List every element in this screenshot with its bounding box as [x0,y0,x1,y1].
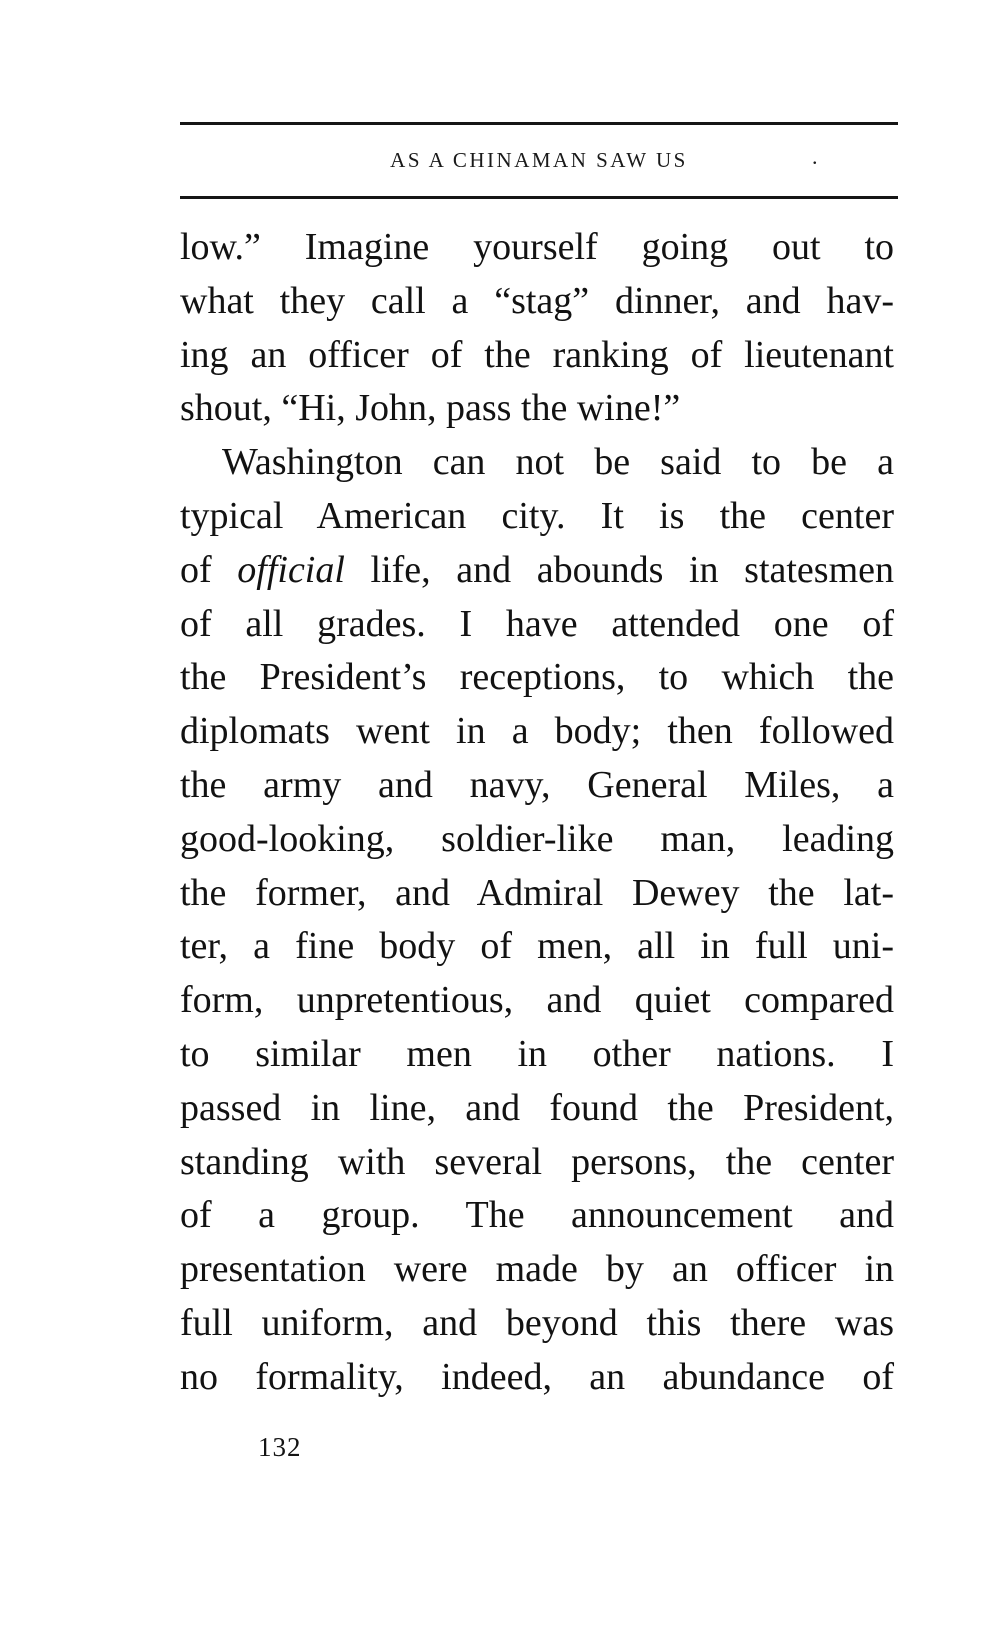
running-head: AS A CHINAMAN SAW US [390,148,688,172]
text-line: passed in line, and found the President, [180,1086,894,1129]
text-line: low.” Imagine yourself going out to [180,226,894,268]
text-line: standing with several persons, the center [180,1140,894,1183]
text-line: the former, and Admiral Dewey the lat- [180,871,894,914]
text-line: of all grades. I have attended one of [180,602,894,645]
text-line: diplomats went in a body; then followed [180,710,894,753]
text-line: ing an officer of the ranking of lieutenant [180,333,894,376]
text-line: typical American city. It is the center [180,494,894,537]
text-line: full uniform, and beyond this there was [180,1301,894,1344]
text-line: what they call a “stag” dinner, and hav- [180,279,894,322]
body-text [180,221,894,1405]
text-line: no formality, indeed, an abundance of [180,1355,894,1398]
text-fragment: of [180,548,212,591]
text-line: of a group. The announcement and [180,1194,894,1237]
text-line: the army and navy, General Miles, a [180,763,894,806]
header-mark: . [812,144,818,169]
page-number: 132 [258,1432,302,1462]
text-line: the President’s receptions, to which the [180,656,894,699]
text-line: form, unpretentious, and quiet compared [180,979,894,1022]
header-rule-top [180,122,898,125]
text-line: shout, “Hi, John, pass the wine!” [180,387,681,430]
paragraph-start-line: Washington can not be said to be a [222,441,894,484]
header-rule-bottom [180,196,898,199]
italic-word: official [237,548,345,591]
text-fragment: life, and abounds in statesmen [370,548,895,591]
text-line-with-italic [180,544,894,598]
text-line: ter, a fine body of men, all in full uni- [180,925,894,968]
text-line: presentation were made by an officer in [180,1248,894,1291]
text-line: to similar men in other nations. I [180,1032,894,1075]
text-line: good-looking, soldier-like man, leading [180,817,894,860]
